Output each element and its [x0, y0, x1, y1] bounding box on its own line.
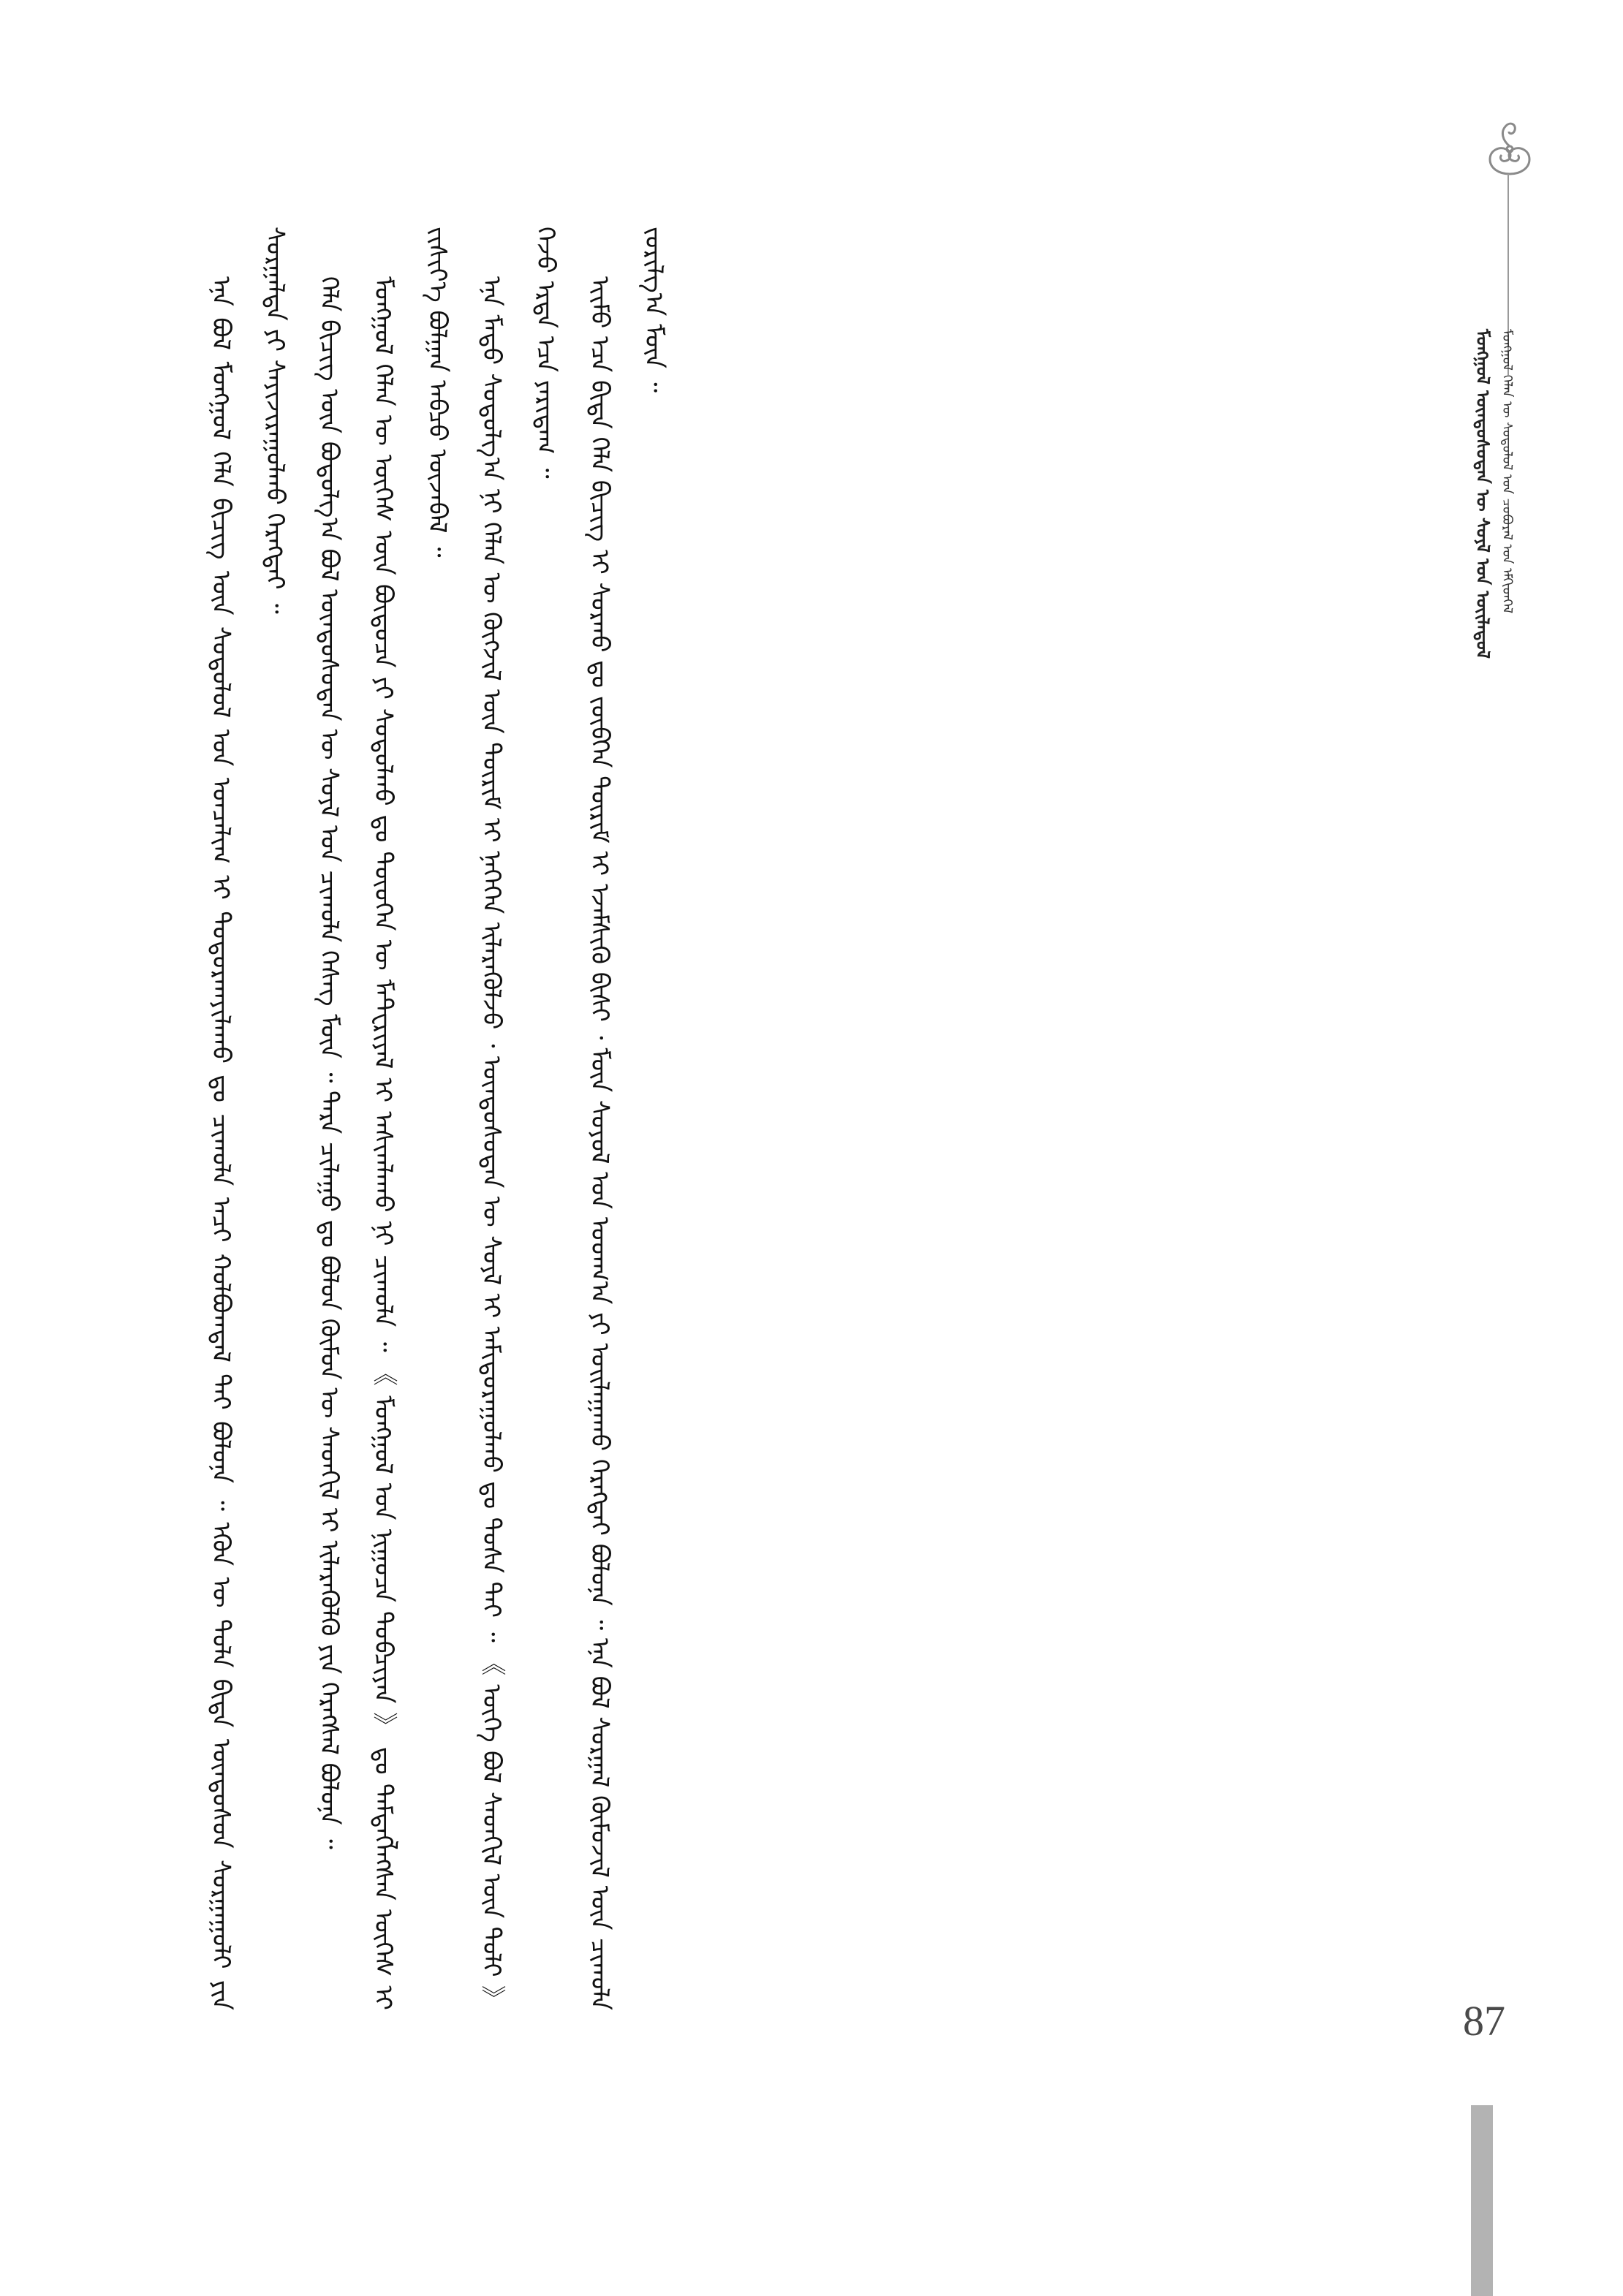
paragraph: ᠡᠨᠡ ᠮᠡᠲᠦ ᠰᠤᠳᠤᠯᠭ᠎ᠠ ᠨᠢ ᠬᠡᠯᠡᠨ ᠦ ᠬᠥᠭᠵᠢᠯ ᠦᠨ ᠳᠦᠷᠢᠮ ᠢ ᠨᠡᠭᠡᠭᠡᠨ ᠢᠯᠡᠷᠡᠭᠦᠯᠵᠦ ᠂ ᠦᠨᠳᠦᠰᠦᠲᠡᠨ ᠦ ᠰᠤᠶᠯ ᠢ ᠠᠮᠢᠳᠤᠷᠠᠭᠤᠯᠬᠤ ᠳᠤ ᠲᠤᠰᠠ ᠲᠠᠢ ᠃ 《 ᠦᠭᠡ ᠪᠣᠯ ᠰᠡᠳᠬᠢᠯ ᠦᠨ ᠲᠣᠯᠢ 》 ᠭᠡᠵᠦ ᠡᠷᠲᠡ ᠡᠴᠡ ᠶᠠᠷᠢᠳᠠᠭ ᠃ [477, 227, 560, 2010]
header-title: ᠮᠣᠩᠭᠣᠯ ᠦᠨᠳᠦᠰᠦᠲᠡᠨ ᠦ ᠰᠤᠶᠯ ᠤᠨ ᠦᠢᠯᠡᠳᠦᠯ [1472, 329, 1493, 659]
paragraph: ᠮᠣᠩᠭᠣᠯ ᠬᠡᠯᠡᠨ ᠦ ᠦᠭᠡᠰ ᠦᠨ ᠪᠦᠲᠦᠴᠡ ᠶᠢ ᠰᠤᠳᠤᠯᠬᠤ ᠳᠤ ᠲᠦᠦᠬᠡᠨ ᠦ ᠮᠠᠲ᠋ᠧᠷᠢᠶᠠᠯ ᠢ ᠠᠰᠢᠭᠯᠠᠬᠤ ᠨᠢ ᠴᠢᠬᠤᠯᠠ ᠃ 《 ᠮᠣᠩᠭᠣᠯ ᠤᠨ ᠨᠢᠭᠤᠴᠠ ᠲᠣᠪᠴᠢᠶᠠᠨ 》 ᠳᠤ ᠲᠡᠮᠳᠡᠭᠯᠡᠭᠰᠡᠨ ᠦᠭᠡᠰ ᠢ ᠵᠢᠱᠢᠶ᠎ᠡ ᠪᠣᠯᠭᠠᠨ ᠠᠪᠴᠤ ᠦᠵᠡᠪᠡᠯ ᠃ [368, 227, 452, 2010]
main-text-block [194, 227, 1433, 2010]
page-number: 87 [1463, 1997, 1505, 2045]
paragraph: ᠡᠨᠡ ᠪᠣᠯ ᠮᠣᠩᠭᠣᠯ ᠬᠡᠯᠡ ᠪᠢᠴᠢᠭ ᠦᠨ ᠰᠤᠳᠤᠯᠤᠯ ᠤᠨ ᠣᠨᠴᠠᠯᠢᠭ ᠢ ᠲᠣᠳᠤᠷᠬᠠᠶᠢᠯᠠᠬᠤ ᠳᠤ ᠴᠢᠬᠤᠯᠠ ᠠᠴᠢ ᠬᠣᠯᠪᠣᠭᠳᠠᠯ ᠲᠠᠢ ᠪᠣᠯᠤᠨᠠ ᠃ ᠡᠭᠦᠨ ᠦ ᠲᠤᠯᠠ ᠪᠢᠳᠡ ᠦᠨᠳᠦᠰᠦᠨ ᠰᠤᠷᠭᠠᠭᠤᠯᠢ ᠶᠢᠨ ᠰᠤᠷᠭᠠᠯᠲᠠ ᠶᠢ ᠰᠠᠶᠢᠵᠢᠷᠠᠭᠤᠯᠬᠤ ᠬᠡᠷᠡᠭᠲᠡᠢ ᠃ [206, 227, 290, 2010]
header-ornament-icon [1469, 117, 1550, 183]
paragraph: ᠢᠢᠮᠦ ᠡᠴᠡ ᠪᠢᠳᠡ ᠬᠡᠯᠡ ᠪᠢᠴᠢᠭ ᠢ ᠰᠤᠷᠬᠤ ᠳᠤ ᠵᠥᠪᠬᠡᠨ ᠳᠦᠷᠢᠮ ᠢ ᠡᠵᠡᠮᠰᠢᠬᠦ ᠪᠢᠰᠢ ᠂ ᠮᠥᠨ ᠰᠣᠶᠣᠯ ᠤᠨ ᠤᠳᠬ᠎ᠠ ᠶᠢ ᠣᠢᠯᠠᠭᠠᠬᠤ ᠬᠡᠷᠡᠭᠲᠡᠢ ᠪᠣᠯᠤᠨᠠ ᠃ ᠡᠨᠡ ᠪᠣᠯ ᠰᠤᠷᠭᠠᠯ ᠬᠦᠮᠦᠵᠢᠯ ᠦᠨ ᠴᠢᠬᠤᠯᠠ ᠵᠣᠷᠢᠯᠭ᠎ᠠ ᠮᠥᠨ ᠃ [585, 227, 668, 2010]
running-header [1469, 329, 1550, 1060]
header-subtitle: ᠮᠣᠩᠭᠣᠯ ᠬᠡᠯᠡᠨ ᠦ ᠰᠤᠳᠤᠯᠤᠯ ᠤᠨ ᠴᠤᠪᠤᠷᠠᠯ ᠤᠨ ᠡᠮᠬᠢᠳᠬᠡᠯ [1499, 329, 1515, 614]
paragraph: ᠬᠡᠯᠡ ᠪᠢᠴᠢᠭ ᠦᠨ ᠪᠣᠳᠣᠯᠭ᠎ᠠ ᠪᠣᠯ ᠦᠨᠳᠦᠰᠦᠲᠡᠨ ᠦ ᠰᠤᠶᠯ ᠤᠨ ᠴᠢᠬᠤᠯᠠ ᠬᠡᠰᠡᠭ ᠮᠥᠨ ᠃ ᠲᠡᠷᠡ ᠴᠢᠯᠠᠭᠤ ᠳᠤ ᠪᠣᠯᠤᠨ ᠬᠦᠮᠦᠨ ᠦ ᠰᠡᠳᠬᠢᠯ ᠢ ᠢᠯᠡᠷᠡᠭᠦᠯᠬᠦ ᠶᠢᠨ ᠬᠡᠷᠡᠭᠰᠡᠯ ᠪᠣᠯᠤᠨᠠ ᠃ [314, 276, 344, 1849]
page-edge-tab [1471, 2105, 1493, 2296]
